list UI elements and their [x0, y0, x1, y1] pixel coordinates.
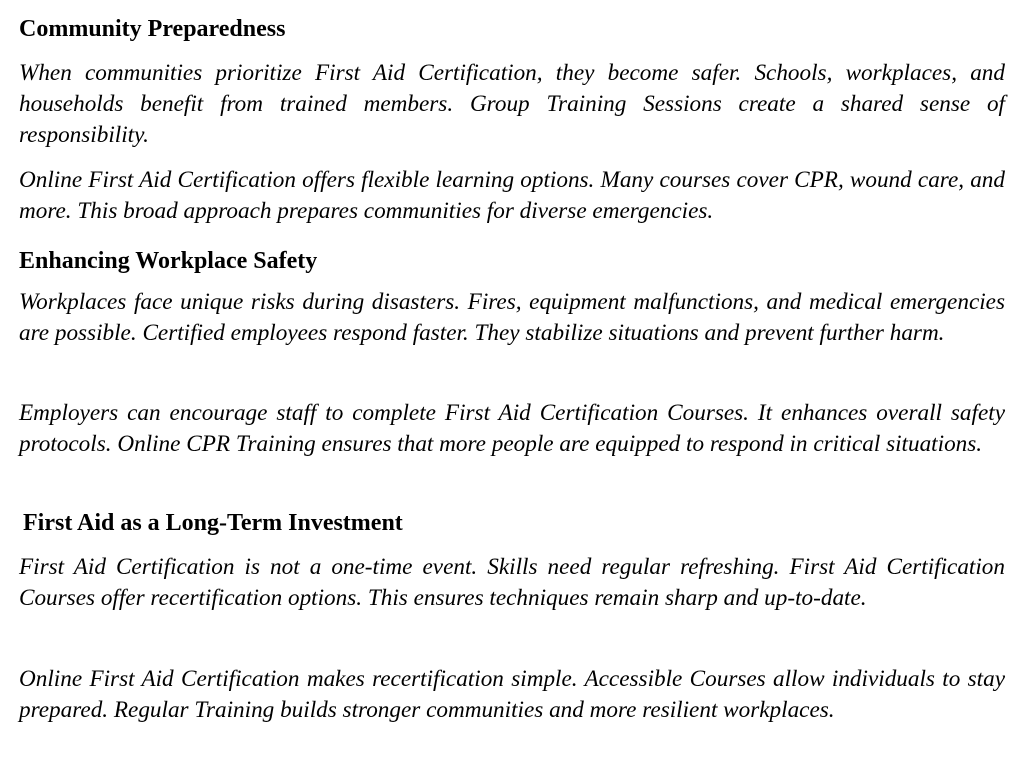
paragraph-investment-1: First Aid Certification is not a one-time event. Skills need regular refreshing. First Aid Certification Courses offer recertification options. This ensures techniques remain sharp and up-to-date.: [19, 554, 1005, 611]
paragraph-community-1: When communities prioritize First Aid Certification, they become safer. Schools, workplaces, and households benefit from trained members. Group Training Sessions create a shared sense of responsibility.: [19, 60, 1005, 148]
section-heading-workplace-safety: Enhancing Workplace Safety: [19, 248, 318, 274]
section-heading-community-preparedness: Community Preparedness: [19, 16, 286, 42]
section-heading-long-term-investment: First Aid as a Long-Term Investment: [23, 510, 403, 536]
paragraph-workplace-2: Employers can encourage staff to complete First Aid Certification Courses. It enhances overall safety protocols. Online CPR Training ensures that more people are equipped to respond in critical situations.: [19, 400, 1005, 457]
paragraph-workplace-1: Workplaces face unique risks during disasters. Fires, equipment malfunctions, and medical emergencies are possible. Certified employees respond faster. They stabilize situations and prevent further harm.: [19, 289, 1005, 346]
paragraph-investment-2: Online First Aid Certification makes recertification simple. Accessible Courses allow individuals to stay prepared. Regular Training builds stronger communities and more resilient workplaces.: [19, 666, 1005, 723]
paragraph-community-2: Online First Aid Certification offers flexible learning options. Many courses cover CPR, wound care, and more. This broad approach prepares communities for diverse emergencies.: [19, 167, 1005, 224]
